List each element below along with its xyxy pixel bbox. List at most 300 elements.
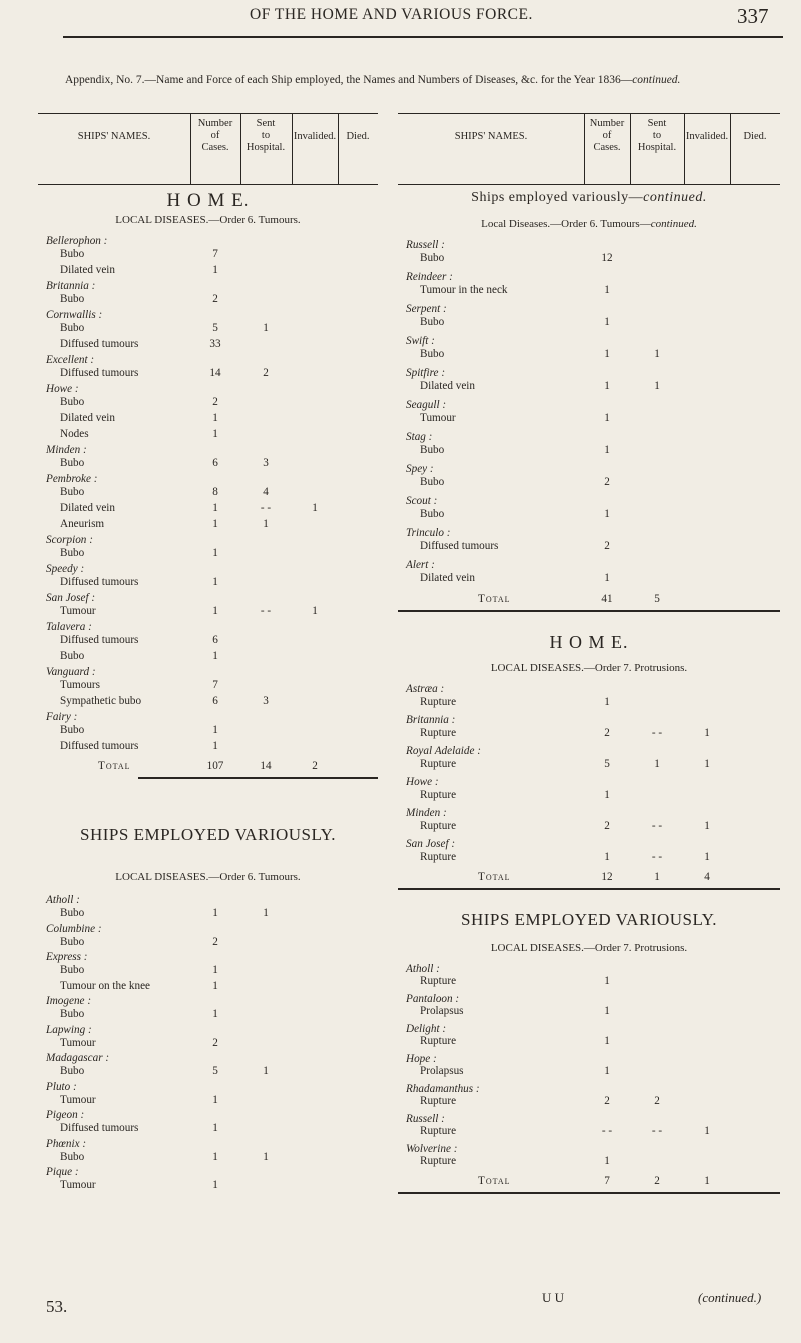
cell-value: 1 (212, 1008, 218, 1020)
sent-heading-line: Hospital. (246, 142, 286, 153)
ship-label: Howe : (406, 776, 439, 788)
various-heading-text: SHIPS EMPLOYED VARIOUSLY. (80, 825, 336, 844)
disease-label: Tumour on the knee (60, 979, 151, 992)
order-heading-text: LOCAL DISEASES.—Order 7. Protrusions. (490, 662, 688, 674)
table-row (38, 366, 378, 381)
ship-label: Talavera : (46, 621, 92, 633)
cell-value: 33 (209, 338, 221, 350)
cases-heading (190, 118, 240, 154)
ship-label: Royal Adelaide : (406, 745, 481, 757)
running-head: OF THE HOME AND VARIOUS FORCE. (250, 6, 533, 23)
cell-value: 1 (604, 380, 610, 392)
order-heading-text: Local Diseases.—Order 6. Tumours— (481, 218, 651, 230)
cases-heading-line: Number (197, 118, 233, 129)
ship-label: Serpent : (406, 303, 447, 315)
ship-label: Columbine : (46, 922, 102, 935)
ship-label: Spey : (406, 463, 434, 475)
table-row (38, 501, 378, 516)
cases-heading-line: Cases. (201, 142, 229, 153)
ship-label: Excellent : (46, 354, 95, 366)
ship-label: Minden : (406, 807, 447, 819)
caption-tail: continued. (632, 74, 681, 86)
cell-value: 1 (263, 518, 269, 530)
sent-heading-line: Sent (647, 118, 667, 129)
ship-label: Atholl : (406, 963, 440, 975)
total-inv: 1 (704, 1175, 710, 1187)
ship-label: Russell : (406, 239, 445, 251)
table-row (398, 1124, 780, 1139)
cell-value: 1 (604, 316, 610, 328)
disease-label: Tumour (60, 1093, 96, 1106)
sent-heading-line: Hospital. (637, 142, 677, 153)
cell-value: 1 (212, 724, 218, 736)
cell-value: 1 (312, 605, 318, 617)
cell-value: 1 (654, 758, 660, 770)
table-row (398, 757, 780, 772)
order-heading (398, 662, 780, 674)
disease-label: Dilated vein (60, 264, 115, 276)
total-cases: 12 (601, 871, 613, 883)
cell-value: 2 (212, 1036, 218, 1049)
disease-label: Tumour (60, 1036, 96, 1049)
disease-label: Diffused tumours (60, 338, 139, 350)
cell-value: 1 (604, 1065, 610, 1077)
table-row (38, 292, 378, 307)
table-row (38, 456, 378, 471)
cell-value: 1 (212, 605, 218, 617)
invalided-heading: Invalided. (293, 131, 337, 142)
cell-value: 1 (263, 322, 269, 334)
disease-label: Bubo (60, 1008, 85, 1020)
total-sent: 5 (654, 593, 660, 605)
disease-label: Bubo (420, 252, 445, 264)
table-row (38, 739, 378, 754)
cell-value: - - (601, 1125, 613, 1137)
table-row (398, 379, 780, 394)
disease-label: Bubo (420, 348, 445, 360)
disease-label: Prolapsus (420, 1065, 464, 1077)
total-label: Total (98, 760, 131, 772)
sent-heading-line: to (652, 130, 662, 141)
various-heading (38, 825, 378, 845)
table-row (398, 1154, 780, 1169)
sent-heading-line: Sent (256, 118, 276, 129)
cell-value: 1 (604, 348, 610, 360)
cell-value: 1 (704, 1125, 710, 1137)
ship-label: Swift : (406, 335, 435, 347)
table-row (38, 1036, 378, 1051)
cell-value: 2 (263, 367, 269, 379)
disease-label: Bubo (420, 508, 445, 520)
ship-label: Bellerophon : (46, 235, 108, 247)
died-heading: Died. (346, 131, 370, 142)
cell-value: 2 (604, 1095, 610, 1107)
cell-value: 2 (604, 820, 610, 832)
cell-value: 1 (212, 1179, 218, 1191)
cell-value: 1 (263, 907, 269, 919)
disease-label: Diffused tumours (60, 367, 139, 379)
table-row (38, 1121, 378, 1136)
disease-label: Rupture (420, 727, 457, 739)
cases-heading-line: of (210, 130, 220, 141)
ship-label: Scorpion : (46, 534, 93, 546)
table-row (38, 935, 378, 950)
cell-value: - - (260, 502, 272, 514)
cell-value: 1 (263, 1150, 269, 1163)
cell-value: 1 (212, 650, 218, 662)
ship-label: Spitfire : (406, 367, 446, 379)
ship-label: Alert : (406, 559, 435, 571)
order-heading (38, 871, 378, 883)
ship-label: Britannia : (406, 714, 456, 726)
disease-label: Rupture (420, 1125, 457, 1137)
disease-label: Dilated vein (60, 502, 115, 514)
cell-value: 1 (604, 508, 610, 520)
disease-label: Rupture (420, 789, 457, 801)
disease-label: Aneurism (60, 518, 105, 530)
table-row (38, 979, 378, 994)
total-row (398, 1174, 780, 1189)
cell-value: 2 (654, 1095, 660, 1107)
table-row (398, 819, 780, 834)
sent-heading (240, 118, 292, 154)
table-row (398, 251, 780, 266)
cell-value: 1 (212, 979, 218, 992)
column-rule (730, 114, 731, 184)
disease-label: Rupture (420, 820, 457, 832)
ship-label: Cornwallis : (46, 309, 103, 321)
cell-value: - - (651, 727, 663, 739)
cell-value: 1 (704, 851, 710, 863)
sent-heading-line: to (261, 130, 271, 141)
ship-label: Seagull : (406, 399, 447, 411)
total-cases: 7 (604, 1175, 610, 1187)
table-row (398, 726, 780, 741)
signature-uu: U U (542, 1290, 565, 1305)
cell-value: 12 (601, 252, 613, 264)
ship-label: Speedy : (46, 563, 85, 575)
disease-label: Bubo (60, 322, 85, 334)
table-row (38, 604, 378, 619)
table-row (38, 247, 378, 262)
ship-label: Wolverine : (406, 1143, 458, 1155)
disease-label: Bubo (420, 476, 445, 488)
cell-value: 1 (604, 1005, 610, 1017)
various-heading-text: SHIPS EMPLOYED VARIOUSLY. (461, 910, 717, 929)
cell-value: 1 (212, 547, 218, 559)
disease-label: Rupture (420, 696, 457, 708)
table-row (38, 633, 378, 648)
cell-value: 1 (654, 348, 660, 360)
disease-label: Bubo (60, 547, 85, 559)
table-row (398, 283, 780, 298)
order-heading-text: LOCAL DISEASES.—Order 6. Tumours. (115, 214, 301, 226)
disease-label: Bubo (60, 293, 85, 305)
table-row (398, 1034, 780, 1049)
sent-heading (630, 118, 684, 154)
ship-label: Delight : (406, 1023, 447, 1035)
disease-label: Prolapsus (420, 1005, 464, 1017)
table-row (38, 723, 378, 738)
disease-label: Rupture (420, 758, 457, 770)
disease-label: Sympathetic bubo (60, 695, 142, 707)
ship-label: Phœnix : (46, 1137, 87, 1150)
disease-label: Bubo (60, 907, 85, 919)
table-row (398, 850, 780, 865)
table-row (398, 571, 780, 586)
cell-value: 6 (212, 457, 218, 469)
order-heading-text: LOCAL DISEASES.—Order 6. Tumours. (115, 871, 301, 883)
left-column (38, 113, 378, 1326)
table-row (38, 321, 378, 336)
disease-label: Rupture (420, 1155, 457, 1167)
total-rule (398, 1192, 780, 1194)
table-row (398, 974, 780, 989)
home-heading-text: H O M E. (166, 190, 250, 211)
continued-note: (continued.) (698, 1290, 762, 1305)
cell-value: - - (651, 820, 663, 832)
ship-label: Britannia : (46, 280, 96, 292)
ship-label: Reindeer : (406, 271, 453, 283)
total-rule (398, 610, 780, 612)
cell-value: 1 (212, 428, 218, 440)
cell-value: 2 (212, 935, 218, 948)
disease-label: Bubo (420, 444, 445, 456)
total-sent: 1 (654, 871, 660, 883)
disease-label: Nodes (60, 428, 89, 440)
table-row (38, 963, 378, 978)
disease-label: Tumour (60, 605, 96, 617)
cell-value: 2 (212, 293, 218, 305)
disease-label: Dilated vein (420, 572, 475, 584)
disease-label: Dilated vein (420, 380, 475, 392)
ship-label: Pantaloon : (406, 993, 460, 1005)
ship-label: Hope : (406, 1053, 437, 1065)
table-row (398, 411, 780, 426)
table-row (398, 507, 780, 522)
cell-value: 1 (704, 758, 710, 770)
disease-label: Diffused tumours (60, 634, 139, 646)
table-row (398, 315, 780, 330)
table-row (398, 443, 780, 458)
table-row (398, 475, 780, 490)
cell-value: - - (651, 1125, 663, 1137)
disease-label: Bubo (60, 396, 85, 408)
ship-label: Madagascar : (46, 1052, 110, 1064)
cell-value: 1 (212, 576, 218, 588)
table-row (38, 1064, 378, 1079)
table-caption (65, 74, 765, 86)
disease-label: Dilated vein (60, 412, 115, 424)
total-sent: 2 (654, 1175, 660, 1187)
order-heading-tail: continued. (650, 218, 697, 230)
cell-value: - - (651, 851, 663, 863)
disease-label: Bubo (60, 1065, 85, 1077)
total-row (398, 592, 780, 607)
cell-value: 1 (604, 572, 610, 584)
cell-value: 1 (704, 727, 710, 739)
table-row (38, 575, 378, 590)
disease-label: Bubo (420, 316, 445, 328)
cases-heading-line: of (602, 130, 612, 141)
disease-label: Bubo (60, 1150, 85, 1163)
table-row (398, 1004, 780, 1019)
cell-value: 1 (212, 518, 218, 530)
table-row (398, 695, 780, 710)
right-column (398, 113, 780, 1326)
total-row (398, 870, 780, 885)
column-rule (684, 114, 685, 184)
table-row (38, 694, 378, 709)
cell-value: 1 (604, 1035, 610, 1047)
total-label: Total (478, 593, 511, 605)
ship-label: Stag : (406, 431, 433, 443)
table-row (38, 411, 378, 426)
signature-mark: 53. (46, 1297, 68, 1316)
cases-heading-line: Number (589, 118, 625, 129)
disease-label: Diffused tumours (60, 740, 139, 752)
header-rule (38, 184, 378, 185)
total-rule (398, 888, 780, 890)
table-row (38, 337, 378, 352)
order-heading (398, 218, 780, 230)
cell-value: 3 (263, 695, 269, 707)
ship-label: Pluto : (46, 1080, 77, 1093)
table-row (38, 678, 378, 693)
cell-value: 4 (263, 486, 269, 498)
cell-value: 1 (212, 502, 218, 514)
ship-label: Pembroke : (46, 473, 98, 485)
ship-label: Scout : (406, 495, 438, 507)
cell-value: 1 (212, 1093, 218, 1106)
home-heading-text: H O M E. (549, 632, 629, 652)
cell-value: 1 (212, 1122, 218, 1134)
table-row (38, 906, 378, 921)
cell-value: 1 (604, 975, 610, 987)
total-inv: 2 (312, 760, 318, 772)
disease-label: Bubo (60, 248, 85, 260)
cell-value: 1 (604, 444, 610, 456)
cell-value: 1 (604, 696, 610, 708)
table-row (38, 1093, 378, 1108)
various-continued-heading-tail: continued. (643, 190, 707, 205)
disease-label: Bubo (60, 724, 85, 736)
various-heading (398, 910, 780, 930)
cell-value: 3 (263, 457, 269, 469)
ship-label: Fairy : (46, 711, 78, 723)
ship-label: Russell : (406, 1113, 445, 1125)
cell-value: 1 (604, 851, 610, 863)
total-sent: 14 (260, 760, 272, 772)
total-inv: 4 (704, 871, 710, 883)
ship-label: Pique : (46, 1166, 79, 1178)
cell-value: 6 (212, 634, 218, 646)
cell-value: 2 (604, 727, 610, 739)
disease-label: Tumour (420, 412, 456, 424)
table-row (38, 517, 378, 532)
cell-value: 1 (604, 284, 610, 296)
ship-label: Imogene : (46, 995, 92, 1007)
cell-value: - - (260, 605, 272, 617)
table-row (398, 347, 780, 362)
ship-label: Rhadamanthus : (406, 1083, 480, 1095)
various-continued-heading (398, 190, 780, 206)
caption-lead: Appendix, No. 7.—Name and Force of each Ship employed, the Names and Numbers of Diseases, &c. for the Year 1836— (65, 74, 633, 86)
order-heading (398, 942, 780, 954)
cell-value: 1 (212, 907, 218, 919)
home-heading (398, 632, 780, 653)
total-rule (138, 777, 378, 779)
cell-value: 5 (212, 322, 218, 334)
ship-label: Howe : (46, 383, 79, 395)
total-row (38, 759, 378, 774)
cell-value: 8 (212, 486, 218, 498)
invalided-heading: Invalided. (685, 131, 729, 142)
cell-value: 1 (212, 264, 218, 276)
cell-value: 1 (604, 1155, 610, 1167)
disease-label: Tumour (60, 1179, 96, 1191)
order-heading (38, 214, 378, 226)
total-label: Total (478, 871, 511, 883)
cell-value: 7 (212, 248, 218, 260)
disease-label: Bubo (60, 457, 85, 469)
table-row (38, 1178, 378, 1193)
header-rule (63, 36, 783, 38)
disease-label: Diffused tumours (60, 576, 139, 588)
ship-label: Minden : (46, 444, 87, 456)
disease-label: Rupture (420, 851, 457, 863)
table-row (38, 1150, 378, 1165)
disease-label: Bubo (60, 935, 85, 948)
table-row (398, 1064, 780, 1079)
total-label: Total (478, 1175, 511, 1187)
total-cases: 41 (601, 593, 613, 605)
ship-label: Astræa : (406, 683, 445, 695)
disease-label: Rupture (420, 1035, 457, 1047)
disease-label: Diffused tumours (60, 1122, 139, 1134)
table-row (398, 539, 780, 554)
ship-label: Pigeon : (46, 1109, 85, 1121)
cell-value: 1 (704, 820, 710, 832)
cell-value: 1 (604, 789, 610, 801)
cell-value: 1 (654, 380, 660, 392)
cell-value: 5 (604, 758, 610, 770)
cell-value: 1 (212, 740, 218, 752)
column-rule (292, 114, 293, 184)
disease-label: Tumour in the neck (420, 284, 508, 296)
disease-label: Bubo (60, 486, 85, 498)
table-row (38, 427, 378, 442)
disease-label: Tumours (60, 679, 101, 691)
cell-value: 2 (604, 540, 610, 552)
cell-value: 1 (212, 964, 218, 976)
table-row (398, 788, 780, 803)
cell-value: 7 (212, 679, 218, 691)
order-heading-text: LOCAL DISEASES.—Order 7. Protrusions. (490, 942, 688, 954)
cell-value: 6 (212, 695, 218, 707)
cases-heading (584, 118, 630, 154)
cases-heading-line: Cases. (593, 142, 621, 153)
table-row (38, 395, 378, 410)
page-number: 337 (737, 4, 769, 28)
home-heading (38, 190, 378, 212)
disease-label: Rupture (420, 1095, 457, 1107)
table-row (398, 1094, 780, 1109)
column-rule (338, 114, 339, 184)
ship-label: San Josef : (406, 838, 456, 850)
ship-label: Express : (46, 951, 88, 963)
table-row (38, 649, 378, 664)
